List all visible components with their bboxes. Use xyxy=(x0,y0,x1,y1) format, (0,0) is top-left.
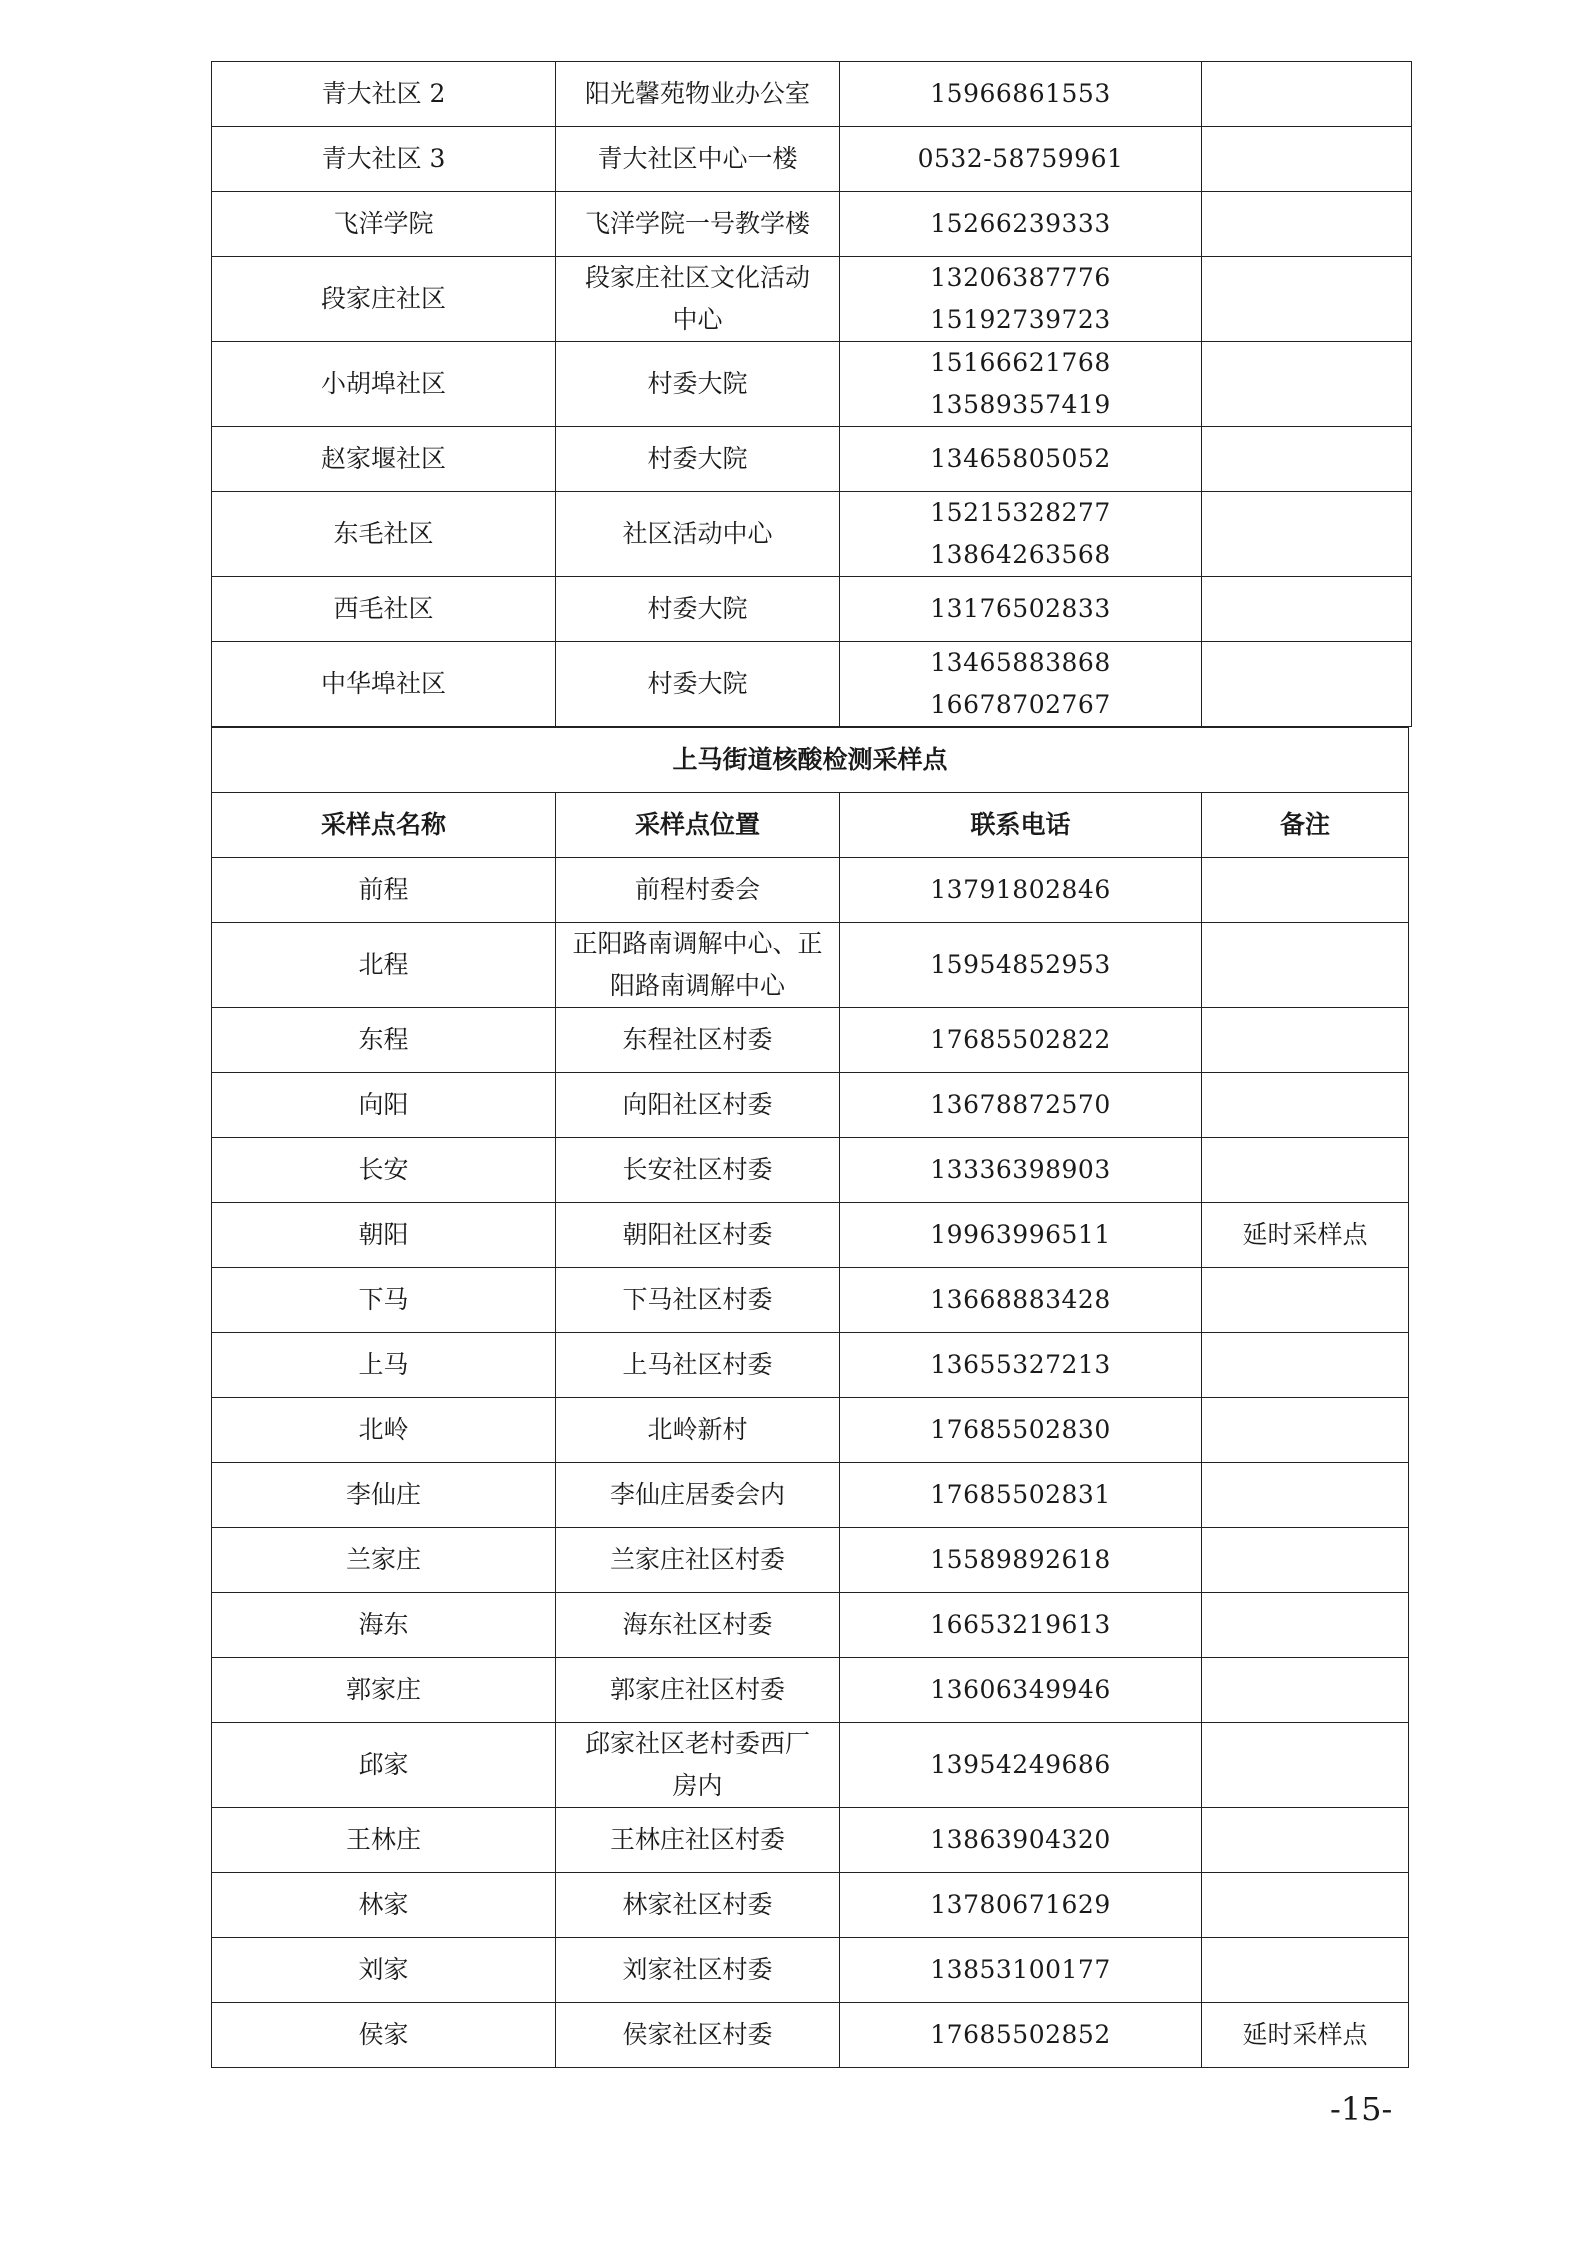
site-location xyxy=(556,1938,840,2003)
site-name: 东毛社区 xyxy=(212,492,556,577)
contact-phone xyxy=(840,642,1202,727)
site-location-line: 飞洋学院一号教学楼 xyxy=(584,209,810,238)
table-row xyxy=(212,192,1412,257)
site-location xyxy=(556,1203,840,1268)
sampling-table-continued xyxy=(211,61,1412,727)
site-location-line: 阳路南调解中心 xyxy=(609,971,785,1000)
site-name: 朝阳 xyxy=(212,1203,556,1268)
contact-phone xyxy=(840,427,1202,492)
phone-number: 15192739723 xyxy=(930,305,1111,334)
site-location xyxy=(556,577,840,642)
site-name: 北程 xyxy=(212,923,556,1008)
table-row xyxy=(212,1398,1409,1463)
site-location xyxy=(556,2003,840,2068)
contact-phone xyxy=(840,192,1202,257)
contact-phone xyxy=(840,1873,1202,1938)
site-location-line: 村委大院 xyxy=(647,669,748,698)
site-location xyxy=(556,923,840,1008)
contact-phone xyxy=(840,1203,1202,1268)
table-row xyxy=(212,1333,1409,1398)
page-number: -15- xyxy=(1330,2090,1393,2128)
phone-number: 13668883428 xyxy=(930,1285,1111,1314)
site-name: 李仙庄 xyxy=(212,1463,556,1528)
site-name: 青大社区 2 xyxy=(212,62,556,127)
table-row xyxy=(212,1658,1409,1723)
site-location-line: 侯家社区村委 xyxy=(622,2020,773,2049)
site-note xyxy=(1202,642,1412,727)
site-name: 向阳 xyxy=(212,1073,556,1138)
site-location-line: 李仙庄居委会内 xyxy=(609,1480,785,1509)
site-location-line: 东程社区村委 xyxy=(622,1025,773,1054)
contact-phone xyxy=(840,1268,1202,1333)
header-location: 采样点位置 xyxy=(556,793,840,858)
site-location-line: 邱家社区老村委西厂 xyxy=(584,1729,810,1758)
phone-number: 17685502852 xyxy=(930,2020,1111,2049)
site-location-line: 北岭新村 xyxy=(647,1415,748,1444)
contact-phone xyxy=(840,342,1202,427)
site-note xyxy=(1202,427,1412,492)
site-location-line: 刘家社区村委 xyxy=(622,1955,773,1984)
site-location-line: 村委大院 xyxy=(647,369,748,398)
site-location-line: 阳光馨苑物业办公室 xyxy=(584,79,810,108)
site-location xyxy=(556,1658,840,1723)
site-name: 郭家庄 xyxy=(212,1658,556,1723)
site-note xyxy=(1202,62,1412,127)
phone-number: 13791802846 xyxy=(930,875,1111,904)
site-note xyxy=(1202,1398,1409,1463)
site-name: 中华埠社区 xyxy=(212,642,556,727)
site-location xyxy=(556,1873,840,1938)
site-name: 段家庄社区 xyxy=(212,257,556,342)
phone-number: 13606349946 xyxy=(930,1675,1111,1704)
site-note xyxy=(1202,192,1412,257)
table-row xyxy=(212,342,1412,427)
header-phone: 联系电话 xyxy=(840,793,1202,858)
table-row xyxy=(212,62,1412,127)
table-row xyxy=(212,427,1412,492)
contact-phone xyxy=(840,1938,1202,2003)
site-location-line: 社区活动中心 xyxy=(622,519,773,548)
site-location-line: 下马社区村委 xyxy=(622,1285,773,1314)
section-title-row xyxy=(212,728,1409,793)
contact-phone xyxy=(840,1333,1202,1398)
site-name: 长安 xyxy=(212,1138,556,1203)
site-name: 林家 xyxy=(212,1873,556,1938)
phone-number: 13863904320 xyxy=(930,1825,1111,1854)
table-row xyxy=(212,1723,1409,1808)
contact-phone xyxy=(840,1008,1202,1073)
site-note xyxy=(1202,1333,1409,1398)
site-note xyxy=(1202,1808,1409,1873)
site-note xyxy=(1202,923,1409,1008)
contact-phone xyxy=(840,1398,1202,1463)
site-location xyxy=(556,427,840,492)
phone-number: 13176502833 xyxy=(930,594,1111,623)
site-note xyxy=(1202,577,1412,642)
table-row xyxy=(212,1873,1409,1938)
phone-number: 17685502830 xyxy=(930,1415,1111,1444)
table-row xyxy=(212,1203,1409,1268)
phone-number: 13678872570 xyxy=(930,1090,1111,1119)
table-row xyxy=(212,257,1412,342)
table-row xyxy=(212,1138,1409,1203)
site-location xyxy=(556,1138,840,1203)
site-name: 兰家庄 xyxy=(212,1528,556,1593)
contact-phone xyxy=(840,1073,1202,1138)
site-location-line: 中心 xyxy=(672,305,723,334)
table-row xyxy=(212,2003,1409,2068)
site-note: 延时采样点 xyxy=(1202,1203,1409,1268)
site-note xyxy=(1202,1138,1409,1203)
phone-number: 19963996511 xyxy=(930,1220,1111,1249)
site-name: 侯家 xyxy=(212,2003,556,2068)
table-row xyxy=(212,1463,1409,1528)
site-note xyxy=(1202,1658,1409,1723)
site-location-line: 林家社区村委 xyxy=(622,1890,773,1919)
site-location-line: 村委大院 xyxy=(647,594,748,623)
site-name: 北岭 xyxy=(212,1398,556,1463)
section-title: 上马街道核酸检测采样点 xyxy=(212,728,1409,793)
contact-phone xyxy=(840,1528,1202,1593)
site-location-line: 兰家庄社区村委 xyxy=(609,1545,785,1574)
site-name: 邱家 xyxy=(212,1723,556,1808)
site-location-line: 青大社区中心一楼 xyxy=(597,144,798,173)
site-name: 下马 xyxy=(212,1268,556,1333)
table-row xyxy=(212,577,1412,642)
site-location-line: 长安社区村委 xyxy=(622,1155,773,1184)
site-note xyxy=(1202,1873,1409,1938)
table-row xyxy=(212,858,1409,923)
site-location-line: 村委大院 xyxy=(647,444,748,473)
phone-number: 17685502831 xyxy=(930,1480,1111,1509)
site-name: 赵家堰社区 xyxy=(212,427,556,492)
site-location xyxy=(556,642,840,727)
site-location xyxy=(556,1723,840,1808)
contact-phone xyxy=(840,1463,1202,1528)
phone-number: 13589357419 xyxy=(930,390,1111,419)
contact-phone xyxy=(840,1658,1202,1723)
site-name: 西毛社区 xyxy=(212,577,556,642)
table-row xyxy=(212,1528,1409,1593)
site-location xyxy=(556,1593,840,1658)
site-location xyxy=(556,127,840,192)
site-location xyxy=(556,492,840,577)
phone-number: 15954852953 xyxy=(930,950,1111,979)
site-name: 刘家 xyxy=(212,1938,556,2003)
site-name: 王林庄 xyxy=(212,1808,556,1873)
contact-phone xyxy=(840,127,1202,192)
contact-phone xyxy=(840,923,1202,1008)
phone-number: 15266239333 xyxy=(930,209,1111,238)
site-location-line: 朝阳社区村委 xyxy=(622,1220,773,1249)
contact-phone xyxy=(840,492,1202,577)
contact-phone xyxy=(840,577,1202,642)
shangma-sampling-table-body xyxy=(212,728,1409,2068)
contact-phone xyxy=(840,257,1202,342)
phone-number: 15215328277 xyxy=(930,498,1111,527)
site-note xyxy=(1202,1723,1409,1808)
site-name: 前程 xyxy=(212,858,556,923)
site-location-line: 前程村委会 xyxy=(634,875,760,904)
contact-phone xyxy=(840,1138,1202,1203)
table-row xyxy=(212,1008,1409,1073)
sampling-table-continued-body xyxy=(212,62,1412,727)
phone-number: 0532-58759961 xyxy=(917,144,1124,173)
header-name: 采样点名称 xyxy=(212,793,556,858)
site-location-line: 段家庄社区文化活动 xyxy=(584,263,810,292)
site-location xyxy=(556,1528,840,1593)
phone-number: 17685502822 xyxy=(930,1025,1111,1054)
site-location xyxy=(556,1398,840,1463)
site-note xyxy=(1202,1528,1409,1593)
table-row xyxy=(212,1808,1409,1873)
site-location xyxy=(556,1268,840,1333)
phone-number: 13780671629 xyxy=(930,1890,1111,1919)
site-name: 东程 xyxy=(212,1008,556,1073)
table-row xyxy=(212,923,1409,1008)
site-note xyxy=(1202,1268,1409,1333)
site-location-line: 郭家庄社区村委 xyxy=(609,1675,785,1704)
header-note: 备注 xyxy=(1202,793,1409,858)
phone-number: 13465883868 xyxy=(930,648,1111,677)
site-note xyxy=(1202,858,1409,923)
site-name: 飞洋学院 xyxy=(212,192,556,257)
contact-phone xyxy=(840,1808,1202,1873)
table-row xyxy=(212,1938,1409,2003)
site-location xyxy=(556,257,840,342)
phone-number: 13206387776 xyxy=(930,263,1111,292)
contact-phone xyxy=(840,2003,1202,2068)
shangma-sampling-table xyxy=(211,727,1409,2068)
table-row xyxy=(212,1073,1409,1138)
phone-number: 13336398903 xyxy=(930,1155,1111,1184)
phone-number: 15966861553 xyxy=(930,79,1111,108)
site-note xyxy=(1202,1938,1409,2003)
site-location-line: 向阳社区村委 xyxy=(622,1090,773,1119)
site-note: 延时采样点 xyxy=(1202,2003,1409,2068)
site-location-line: 正阳路南调解中心、正 xyxy=(572,929,823,958)
table-header-row xyxy=(212,793,1409,858)
phone-number: 13864263568 xyxy=(930,540,1111,569)
contact-phone xyxy=(840,1723,1202,1808)
site-note xyxy=(1202,1593,1409,1658)
table-row xyxy=(212,127,1412,192)
site-location xyxy=(556,62,840,127)
site-location xyxy=(556,342,840,427)
phone-number: 13465805052 xyxy=(930,444,1111,473)
table-row xyxy=(212,1593,1409,1658)
site-location-line: 王林庄社区村委 xyxy=(609,1825,785,1854)
site-note xyxy=(1202,127,1412,192)
site-location-line: 海东社区村委 xyxy=(622,1610,773,1639)
table-row xyxy=(212,492,1412,577)
phone-number: 16678702767 xyxy=(930,690,1111,719)
site-name: 海东 xyxy=(212,1593,556,1658)
site-location xyxy=(556,1073,840,1138)
phone-number: 15589892618 xyxy=(930,1545,1111,1574)
contact-phone xyxy=(840,1593,1202,1658)
site-note xyxy=(1202,1008,1409,1073)
phone-number: 13954249686 xyxy=(930,1750,1111,1779)
site-note xyxy=(1202,1073,1409,1138)
site-name: 青大社区 3 xyxy=(212,127,556,192)
site-location xyxy=(556,858,840,923)
site-note xyxy=(1202,492,1412,577)
site-location xyxy=(556,192,840,257)
phone-number: 13853100177 xyxy=(930,1955,1111,1984)
site-note xyxy=(1202,1463,1409,1528)
table-row xyxy=(212,642,1412,727)
site-location-line: 房内 xyxy=(672,1771,723,1800)
site-location xyxy=(556,1808,840,1873)
phone-number: 13655327213 xyxy=(930,1350,1111,1379)
table-row xyxy=(212,1268,1409,1333)
site-note xyxy=(1202,342,1412,427)
site-note xyxy=(1202,257,1412,342)
phone-number: 16653219613 xyxy=(930,1610,1111,1639)
site-location-line: 上马社区村委 xyxy=(622,1350,773,1379)
phone-number: 15166621768 xyxy=(930,348,1111,377)
site-name: 小胡埠社区 xyxy=(212,342,556,427)
contact-phone xyxy=(840,858,1202,923)
site-location xyxy=(556,1463,840,1528)
site-location xyxy=(556,1008,840,1073)
site-location xyxy=(556,1333,840,1398)
site-name: 上马 xyxy=(212,1333,556,1398)
contact-phone xyxy=(840,62,1202,127)
